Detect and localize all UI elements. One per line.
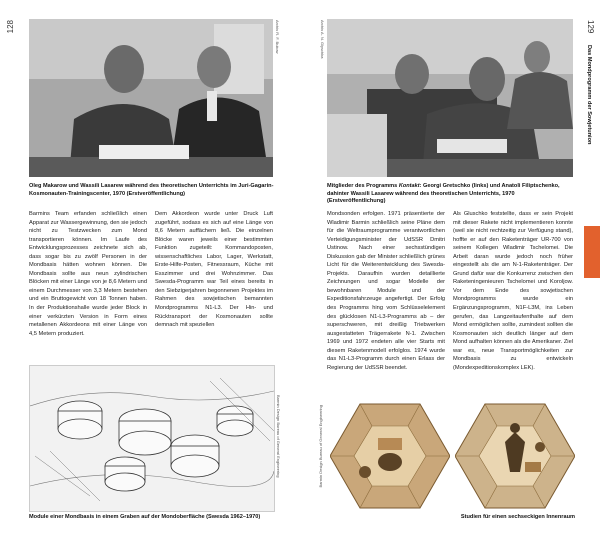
body-column-1: Barmins Team erfanden schließlich einen Apparat zur Wassergewinnung, den sie jedoch nicht zu Testzwecken zum Mond transportieren können. Im Laufe des Entwicklungsprozesses zeichnete sich ab, dass sogar bis zu zwölf Personen in der Mondbasis hätten wohnen können. Die Mondbasis sollte aus neun zylindrischen Blöcken mit einer Länge von je 8,6 Metern und einem Durchmesser von 3,3 Metern bestehen und ein Bruttogewicht von 18 Tonnen haben. In der Produktionshalle wurde jeder Block in einer verkürzten Version in Form eines metallenen Akkordeons mit einer Länge von 4,5 Metern produziert. [29, 211, 147, 337]
hexagon-study-1 [330, 402, 450, 510]
caption-top-left: Oleg Makarow und Wassili Lasarew während des theoretischen Unterrichts im Juri-Gagarin-Kosmonauten-Trainingscenter, 1970 (Erstveröffentlichung) [29, 183, 274, 197]
caption-top-right-lead: Mitglieder des Programms [327, 183, 399, 189]
page-number-left: 128 [6, 20, 15, 34]
photo-makarow-lasarew [29, 19, 273, 177]
page-number-right: 129 [586, 20, 595, 34]
caption-top-right-italic: Kontakt [398, 183, 420, 189]
photo-credit-left: Archiv R. F. Bukow [275, 20, 280, 54]
caption-top-right [327, 183, 573, 206]
section-accent-bar [584, 226, 600, 278]
hexagon-credit: Barmin Design Bureau of General Engineering [318, 405, 323, 488]
photo-kontakt-members [327, 19, 573, 177]
body-column-4: Als Gluschko feststellte, dass er sein Projekt mit dieser Rakete nicht implementieren konnte (weil sie nicht rechtzeitig zur Verfügung stand), hoffte er auf den Raketenträger UR-700 von seinem Kollegen Wladimir Tschelomei. Die Arbeit daran wurde jedoch noch früher eingestellt als die am N-1-Raketenträger. Der Grund dafür war die Konkurrenz zwischen den Raketeningenieuren Tschelomei und Koroljow. Vor dem Ende des sowjetischen Mondprogramms wurde ein Ergänzungsprogramm, N1F-L3M, ins Leben gerufen, das Langzeitaufenthalte auf dem Mond ermöglichen sollte, zumindest sollten die Kosmonauten sich deutlich länger auf dem Mond aufhalten können als die Amerikaner. Ziel war es, neue Transportmöglichkeiten zur Mondbasis zu entwickeln (Mondexpeditionskomplex LEK). [453, 211, 573, 371]
caption-top-right-rest: : Georgi Gretschko (links) und Anatoli Filiptschenko, dahinter Wassili Lasarew während des theoretischen Unterrichts, 1970 (Erstveröffentlichung) [327, 183, 560, 205]
caption-drawing: Module einer Mondbasis in einem Graben auf der Mondoberfläche (Swesda 1962–1970) [29, 514, 261, 520]
body-column-2: Dem Akkordeon wurde unter Druck Luft zugeführt, sodass es sich auf eine Länge von 8,6 Metern auffächern ließ. Die einzelnen Blöcke waren jeweils einer bestimmten Funktion zugeteilt: Kommandoposten, wissenschaftliches Labor, Lager, Werkstatt, Erste-Hilfe-Posten, Fitnessraum, Küche mit Esszimmer und drei Wohnzimmer. Das Swesda-Programm war Teil eines bereits in den Siebzigerjahren begonnenen Projektes im Rahmen des sowjetischen bemannten Mondprogramms N1-L3. Der Hin- und Rücktransport der Kosmonauten sollte demnach mit speziellen [155, 211, 273, 329]
caption-hexagon: Studien für einen sechseckigen Innenraum [460, 514, 575, 520]
drawing-credit: Barmin Design Bureau of General Engineering [276, 395, 281, 478]
drawing-lunar-base-modules [29, 365, 275, 512]
body-column-3: Mondsonden erfolgen. 1971 präsentierte der Wladimir Barmin schließlich seine Pläne dem für die Weltraumprogramme verantwortlichen Verteidigungsminister der UdSSR Dmitri Ustinow. Nach einer sechsstündigen Diskussion gab der Minister schließlich grünes Licht für die Weiterentwicklung des Swesda-Projekts. Daraufhin wurden detaillierte Zeichnungen und sogar Modelle der bewohnbaren Module und der Expeditionsfahrzeuge angefertigt. Der Erfolg des Programms hing vom Schlüsselelement des glücklosen N1-L3-Programms ab – der superschweren, mit dreißig Triebwerken ausgestatteten Trägerrakete N-1. Zwischen 1969 und 1972 endeten alle vier Starts mit diesem Raketenmodell erfolglos. 1974 wurde das N1-L3-Programm durch einen Erlass der Regierung der UdSSR beendet. [327, 211, 445, 371]
photo-credit-right: Archiv A. N. Glyschka [320, 20, 325, 59]
hexagon-study-2 [455, 402, 575, 510]
section-title: Das Mondprogramm der Sowjetunion [586, 45, 592, 145]
